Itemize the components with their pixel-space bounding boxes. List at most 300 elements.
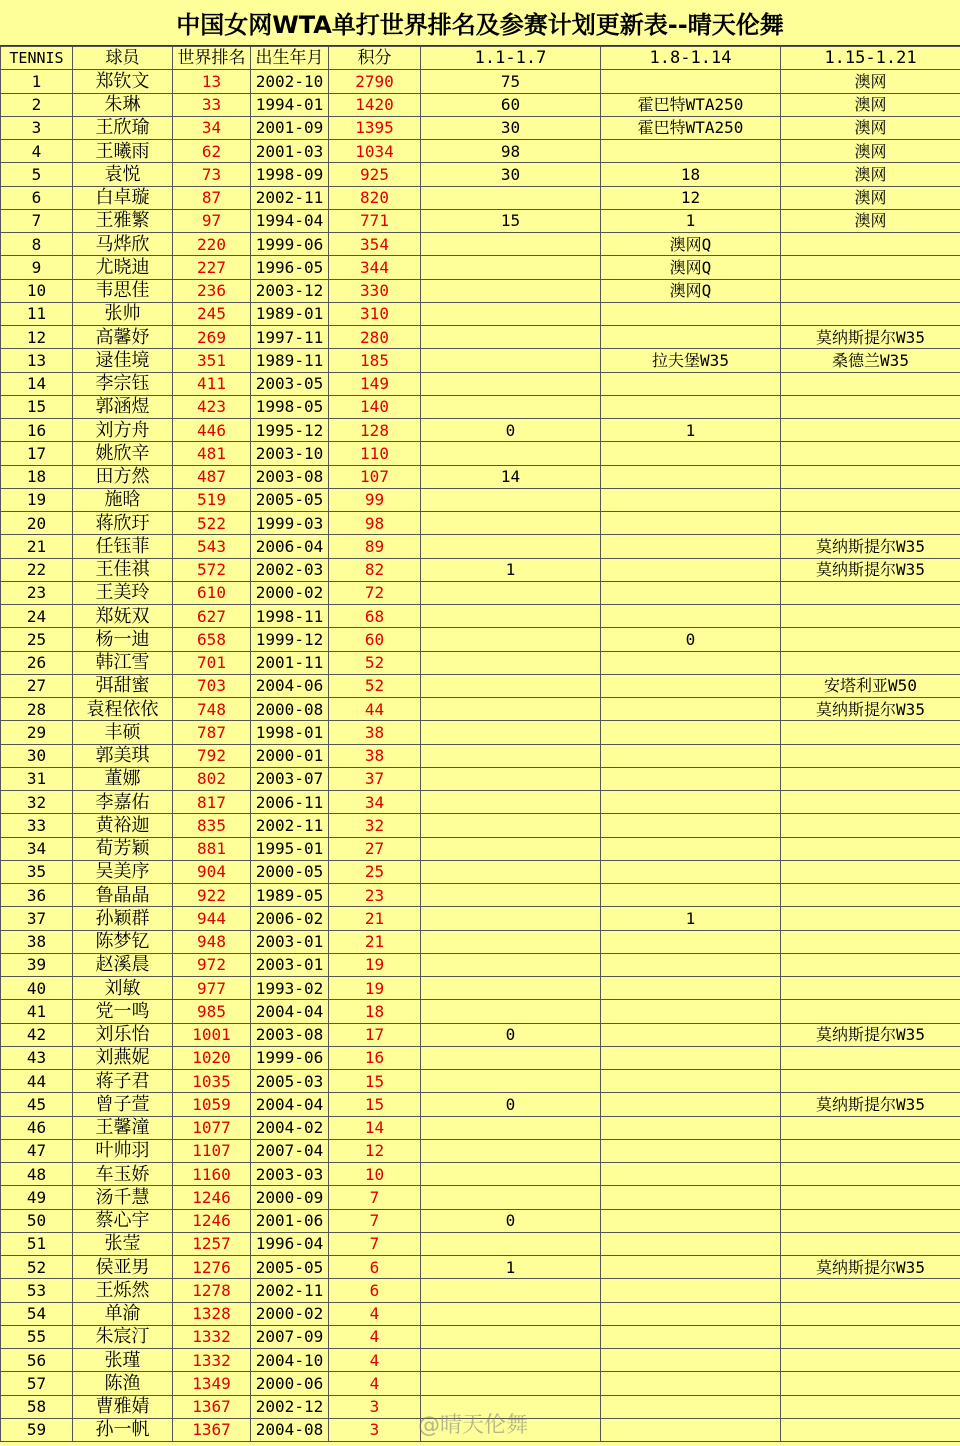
cell-birth: 1989-11 [251,349,329,372]
cell-points: 25 [329,860,421,883]
cell-week-2 [601,1395,781,1418]
table-row [1,1325,960,1348]
cell-points: 149 [329,372,421,395]
cell-week-2 [601,1209,781,1232]
cell-number: 48 [1,1163,73,1186]
cell-number: 37 [1,907,73,930]
table-row [1,1000,960,1023]
header-week-3: 1.15-1.21 [781,47,960,70]
cell-birth: 2001-03 [251,140,329,163]
table-row [1,1116,960,1139]
cell-week-1 [421,837,601,860]
cell-points: 6 [329,1256,421,1279]
cell-week-2 [601,302,781,325]
cell-player: 丰硕 [73,721,173,744]
cell-birth: 1999-12 [251,628,329,651]
cell-week-3: 莫纳斯提尔W35 [781,1023,960,1046]
cell-week-2 [601,442,781,465]
cell-points: 38 [329,744,421,767]
cell-world-rank: 446 [173,419,251,442]
cell-world-rank: 87 [173,186,251,209]
cell-week-2 [601,1046,781,1069]
cell-birth: 2003-08 [251,1023,329,1046]
cell-week-3: 澳网 [781,70,960,93]
cell-player: 孙一帆 [73,1418,173,1441]
table-row [1,419,960,442]
cell-week-1 [421,884,601,907]
cell-week-3: 澳网 [781,93,960,116]
table-row [1,395,960,418]
cell-week-3 [781,512,960,535]
cell-number: 42 [1,1023,73,1046]
cell-world-rank: 658 [173,628,251,651]
cell-world-rank: 411 [173,372,251,395]
cell-birth: 2002-03 [251,558,329,581]
cell-points: 15 [329,1070,421,1093]
cell-player: 高馨妤 [73,326,173,349]
cell-week-3 [781,465,960,488]
cell-week-2 [601,837,781,860]
cell-number: 27 [1,674,73,697]
cell-week-1: 30 [421,116,601,139]
cell-week-3 [781,233,960,256]
header-birth: 出生年月 [251,47,329,70]
cell-world-rank: 13 [173,70,251,93]
cell-week-3 [781,837,960,860]
cell-number: 19 [1,488,73,511]
cell-week-1: 0 [421,1209,601,1232]
cell-points: 37 [329,767,421,790]
cell-number: 25 [1,628,73,651]
cell-world-rank: 1332 [173,1325,251,1348]
header-week-2: 1.8-1.14 [601,47,781,70]
cell-week-3 [781,767,960,790]
table-row [1,1139,960,1162]
cell-birth: 2004-06 [251,674,329,697]
cell-week-1 [421,256,601,279]
table-row [1,1093,960,1116]
cell-birth: 2002-12 [251,1395,329,1418]
cell-week-1 [421,953,601,976]
header-tennis: TENNIS [1,47,73,70]
cell-player: 荀芳颖 [73,837,173,860]
cell-points: 128 [329,419,421,442]
cell-world-rank: 1020 [173,1046,251,1069]
cell-number: 26 [1,651,73,674]
table-row [1,1070,960,1093]
cell-week-2 [601,814,781,837]
cell-week-2 [601,1139,781,1162]
cell-player: 姚欣辛 [73,442,173,465]
header-row [1,47,960,70]
cell-week-3 [781,1116,960,1139]
table-row [1,860,960,883]
cell-week-3 [781,744,960,767]
table-row [1,581,960,604]
cell-birth: 2006-11 [251,791,329,814]
cell-week-1 [421,721,601,744]
cell-week-1 [421,1163,601,1186]
cell-week-3 [781,1372,960,1395]
cell-week-2: 12 [601,186,781,209]
cell-number: 6 [1,186,73,209]
cell-week-1 [421,442,601,465]
cell-points: 89 [329,535,421,558]
table-row [1,837,960,860]
cell-world-rank: 904 [173,860,251,883]
cell-number: 5 [1,163,73,186]
cell-number: 16 [1,419,73,442]
cell-points: 19 [329,953,421,976]
cell-world-rank: 487 [173,465,251,488]
cell-week-3 [781,1418,960,1441]
cell-player: 郭涵煜 [73,395,173,418]
cell-birth: 2002-10 [251,70,329,93]
cell-week-2 [601,977,781,1000]
cell-week-1 [421,860,601,883]
cell-points: 185 [329,349,421,372]
cell-world-rank: 703 [173,674,251,697]
cell-week-2 [601,721,781,744]
cell-week-2 [601,512,781,535]
cell-week-3: 莫纳斯提尔W35 [781,558,960,581]
cell-week-3 [781,1186,960,1209]
cell-birth: 1994-04 [251,209,329,232]
cell-week-1 [421,744,601,767]
cell-player: 李嘉佑 [73,791,173,814]
cell-points: 21 [329,907,421,930]
cell-birth: 2005-05 [251,1256,329,1279]
table-row [1,628,960,651]
cell-number: 56 [1,1349,73,1372]
cell-birth: 1999-06 [251,233,329,256]
table-row [1,488,960,511]
cell-points: 1420 [329,93,421,116]
cell-number: 47 [1,1139,73,1162]
table-row [1,721,960,744]
cell-points: 771 [329,209,421,232]
cell-week-2: 1 [601,419,781,442]
cell-week-1: 60 [421,93,601,116]
cell-week-2 [601,1349,781,1372]
cell-number: 31 [1,767,73,790]
cell-week-1 [421,1116,601,1139]
table-row [1,209,960,232]
cell-week-2 [601,1093,781,1116]
cell-week-2 [601,1232,781,1255]
cell-week-2 [601,395,781,418]
cell-number: 13 [1,349,73,372]
cell-week-1 [421,1232,601,1255]
table-row [1,186,960,209]
cell-week-2 [601,1256,781,1279]
cell-birth: 2005-05 [251,488,329,511]
cell-player: 叶帅羽 [73,1139,173,1162]
cell-week-1 [421,372,601,395]
cell-player: 任钰菲 [73,535,173,558]
cell-week-2: 澳网Q [601,279,781,302]
cell-week-1: 0 [421,1093,601,1116]
cell-week-3 [781,1302,960,1325]
cell-points: 10 [329,1163,421,1186]
cell-birth: 2003-05 [251,372,329,395]
cell-player: 王馨潼 [73,1116,173,1139]
cell-player: 逯佳境 [73,349,173,372]
cell-player: 马烨欣 [73,233,173,256]
cell-number: 20 [1,512,73,535]
cell-week-2 [601,1163,781,1186]
cell-week-2: 1 [601,209,781,232]
cell-world-rank: 1035 [173,1070,251,1093]
cell-week-1 [421,605,601,628]
cell-player: 赵溪晨 [73,953,173,976]
cell-player: 王佳祺 [73,558,173,581]
table-row [1,349,960,372]
table-row [1,326,960,349]
table-row [1,1163,960,1186]
cell-player: 陈梦钇 [73,930,173,953]
cell-week-3 [781,884,960,907]
cell-week-1 [421,1186,601,1209]
cell-week-1 [421,1279,601,1302]
cell-world-rank: 977 [173,977,251,1000]
cell-week-3 [781,1163,960,1186]
cell-points: 820 [329,186,421,209]
cell-week-1 [421,302,601,325]
cell-player: 刘方舟 [73,419,173,442]
cell-points: 17 [329,1023,421,1046]
cell-week-1 [421,628,601,651]
table-row [1,1209,960,1232]
cell-week-1 [421,1139,601,1162]
cell-number: 23 [1,581,73,604]
cell-world-rank: 97 [173,209,251,232]
table-row [1,1023,960,1046]
table-row [1,930,960,953]
cell-birth: 2005-03 [251,1070,329,1093]
cell-points: 344 [329,256,421,279]
cell-world-rank: 1107 [173,1139,251,1162]
cell-number: 18 [1,465,73,488]
cell-birth: 2000-06 [251,1372,329,1395]
cell-week-2 [601,860,781,883]
cell-birth: 1998-09 [251,163,329,186]
header-world-rank: 世界排名 [173,47,251,70]
cell-number: 33 [1,814,73,837]
cell-week-1 [421,930,601,953]
cell-player: 施晗 [73,488,173,511]
cell-week-3: 澳网 [781,186,960,209]
cell-week-1: 0 [421,1023,601,1046]
table-row [1,1046,960,1069]
table-row [1,93,960,116]
cell-week-1 [421,977,601,1000]
cell-week-2 [601,953,781,976]
cell-number: 15 [1,395,73,418]
cell-week-1 [421,907,601,930]
cell-number: 41 [1,1000,73,1023]
cell-week-3 [781,1279,960,1302]
cell-points: 4 [329,1372,421,1395]
cell-week-1 [421,1070,601,1093]
cell-points: 3 [329,1418,421,1441]
cell-week-2 [601,1325,781,1348]
cell-number: 21 [1,535,73,558]
cell-birth: 1998-11 [251,605,329,628]
cell-week-2 [601,326,781,349]
cell-week-3 [781,791,960,814]
cell-world-rank: 351 [173,349,251,372]
cell-week-3: 澳网 [781,116,960,139]
cell-player: 郭美琪 [73,744,173,767]
table-row [1,791,960,814]
cell-points: 280 [329,326,421,349]
cell-week-1: 14 [421,465,601,488]
cell-week-3 [781,977,960,1000]
cell-week-1: 30 [421,163,601,186]
cell-birth: 2004-08 [251,1418,329,1441]
cell-player: 韦思佳 [73,279,173,302]
table-row [1,698,960,721]
cell-week-1 [421,651,601,674]
cell-week-3 [781,395,960,418]
cell-points: 34 [329,791,421,814]
cell-week-2 [601,465,781,488]
cell-player: 党一鸣 [73,1000,173,1023]
cell-number: 1 [1,70,73,93]
cell-world-rank: 748 [173,698,251,721]
cell-week-1 [421,791,601,814]
cell-points: 7 [329,1209,421,1232]
cell-week-1 [421,1325,601,1348]
cell-birth: 1999-03 [251,512,329,535]
cell-week-3 [781,419,960,442]
cell-world-rank: 944 [173,907,251,930]
cell-points: 3 [329,1395,421,1418]
cell-birth: 2000-05 [251,860,329,883]
cell-week-3 [781,953,960,976]
cell-points: 99 [329,488,421,511]
cell-week-2 [601,1000,781,1023]
cell-birth: 2002-11 [251,814,329,837]
cell-points: 14 [329,1116,421,1139]
cell-week-2 [601,558,781,581]
cell-number: 46 [1,1116,73,1139]
cell-week-2 [601,605,781,628]
table-row [1,1186,960,1209]
cell-player: 张瑾 [73,1349,173,1372]
table-row [1,233,960,256]
cell-world-rank: 519 [173,488,251,511]
cell-week-1: 75 [421,70,601,93]
cell-number: 7 [1,209,73,232]
cell-points: 110 [329,442,421,465]
cell-number: 32 [1,791,73,814]
cell-week-2: 18 [601,163,781,186]
cell-birth: 1997-11 [251,326,329,349]
cell-week-2 [601,140,781,163]
cell-week-3 [781,256,960,279]
cell-points: 4 [329,1349,421,1372]
cell-world-rank: 543 [173,535,251,558]
cell-week-1 [421,279,601,302]
cell-week-3 [781,907,960,930]
cell-player: 蒋欣玗 [73,512,173,535]
cell-week-3: 澳网 [781,140,960,163]
cell-week-3 [781,1000,960,1023]
cell-birth: 2006-04 [251,535,329,558]
cell-week-2 [601,651,781,674]
cell-week-1 [421,698,601,721]
cell-player: 董娜 [73,767,173,790]
cell-points: 15 [329,1093,421,1116]
cell-birth: 1995-12 [251,419,329,442]
cell-points: 16 [329,1046,421,1069]
table-row [1,465,960,488]
cell-birth: 2007-04 [251,1139,329,1162]
cell-player: 袁悦 [73,163,173,186]
cell-number: 8 [1,233,73,256]
cell-birth: 2004-04 [251,1000,329,1023]
cell-player: 刘敏 [73,977,173,1000]
cell-player: 杨一迪 [73,628,173,651]
cell-week-2 [601,1418,781,1441]
cell-week-1 [421,395,601,418]
cell-week-1 [421,326,601,349]
cell-points: 1034 [329,140,421,163]
cell-number: 2 [1,93,73,116]
cell-number: 17 [1,442,73,465]
cell-points: 6 [329,1279,421,1302]
cell-birth: 2002-11 [251,1279,329,1302]
cell-world-rank: 245 [173,302,251,325]
cell-week-3 [781,488,960,511]
cell-world-rank: 922 [173,884,251,907]
cell-week-3 [781,1209,960,1232]
header-points: 积分 [329,47,421,70]
cell-world-rank: 1328 [173,1302,251,1325]
cell-player: 张帅 [73,302,173,325]
cell-week-3 [781,930,960,953]
cell-week-2 [601,884,781,907]
cell-week-1 [421,1349,601,1372]
table-row [1,372,960,395]
cell-birth: 2001-11 [251,651,329,674]
cell-birth: 2000-08 [251,698,329,721]
cell-birth: 2003-01 [251,930,329,953]
cell-week-3: 桑德兰W35 [781,349,960,372]
cell-world-rank: 972 [173,953,251,976]
cell-week-3 [781,1139,960,1162]
cell-number: 3 [1,116,73,139]
cell-week-3: 莫纳斯提尔W35 [781,1093,960,1116]
cell-number: 24 [1,605,73,628]
cell-week-2: 霍巴特WTA250 [601,93,781,116]
cell-world-rank: 227 [173,256,251,279]
cell-points: 82 [329,558,421,581]
cell-world-rank: 1059 [173,1093,251,1116]
cell-points: 32 [329,814,421,837]
table-row [1,1256,960,1279]
cell-birth: 2004-02 [251,1116,329,1139]
cell-week-3 [781,372,960,395]
cell-points: 925 [329,163,421,186]
cell-points: 19 [329,977,421,1000]
cell-world-rank: 481 [173,442,251,465]
cell-number: 12 [1,326,73,349]
cell-week-2 [601,1302,781,1325]
table-row [1,977,960,1000]
